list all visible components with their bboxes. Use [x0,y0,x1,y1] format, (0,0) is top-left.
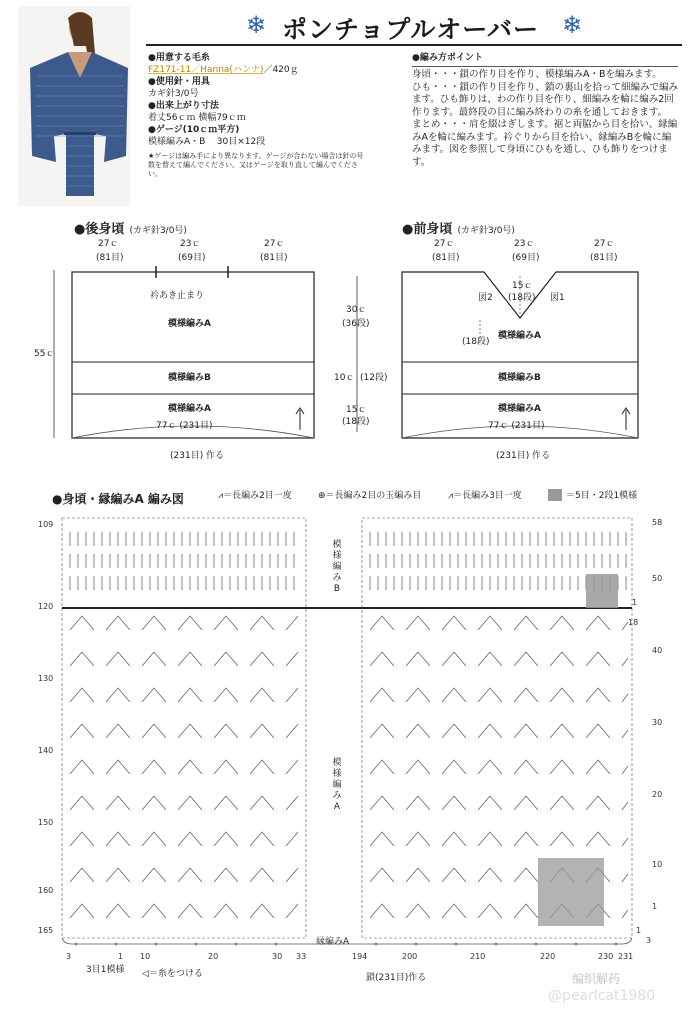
back-heading: ●後身頃 [74,222,125,237]
front-fig1: 図1 [550,293,565,303]
rrow-58: 58 [652,518,663,527]
col-210: 210 [470,952,486,961]
poncho-illustration [18,6,130,206]
points-body: 身頃・・・鎖の作り目を作り、模様編みA・Bを編みます。 [412,69,662,80]
col-200: 200 [402,952,418,961]
repeat-label: 3目1模様 [86,965,125,975]
shade-swatch-icon [548,489,562,501]
yarn-link[interactable]: FZ171-11／Hanna(ハンナ) [148,65,264,75]
gauge-value: 30目×12段 [216,137,266,147]
title-divider [146,44,682,46]
yarn-amount: ／420ｇ [263,65,299,75]
dim-h3: 15ｃ [346,405,367,415]
chart-heading: ●身頃・縁編みA 編み図 [52,492,184,506]
legend-4: ＝5目・2段1模様 [566,491,638,501]
legend-2-text: ＝長編み2目の玉編み目 [325,491,422,501]
front-pattern-a2: 模様編みA [498,404,541,414]
back-st-2: (69目) [178,253,206,263]
front-pattern-a: 模様編みA [498,331,541,341]
knitting-points [412,52,678,169]
legend-3 [448,490,522,502]
snowflake-icon-left: ❄ [246,11,267,39]
dim-h2-rows: (12段) [360,373,388,383]
back-pattern-a: 模様編みA [168,319,211,329]
rrow-50: 50 [652,574,663,583]
row-160: 160 [38,886,54,895]
front-st-2: (69目) [512,253,540,263]
dim-h1-rows: (36段) [342,319,370,329]
back-needle: (カギ針3/0号) [129,226,187,236]
gauge-label: 模様編みA・B [148,137,206,147]
snowflake-icon-right: ❄ [562,11,583,39]
chart-pattern-b: 模様編みB [332,540,342,594]
points-strap: ひも・・・鎖の作り目を作り、鎖の裏山を拾って細編みで編みます。ひも飾りは、わの作り目を作り、細編みを輪に編み2回作ります。最終段の目に編み終わりの糸を通しておきます。 [412,81,679,118]
back-dim-2: 23ｃ [180,239,201,249]
size-value: 着丈56ｃｍ 横幅79ｃｍ [148,113,246,123]
front-hem: 77ｃ (231目) [488,421,545,431]
col-1: 1 [118,952,124,961]
col-10: 10 [140,952,151,961]
front-heading-row [402,218,515,237]
row-140: 140 [38,746,54,755]
tools-value: カギ針3/0号 [148,89,199,99]
front-cast-on: (231目) 作る [496,451,551,461]
points-finish: まとめ・・・肩を綴はぎします。裾と両脇から目を拾い、縁編みAを輪に編みます。衿ぐりから目を拾い、縁編みBを輪に編みます。図を参照して身頃にひもを通し、ひも飾りをつけます。 [412,119,678,168]
dim-h2: 10ｃ [334,373,355,383]
back-st-1: (81目) [96,253,124,263]
dim-h1: 30ｃ [346,305,367,315]
front-st-1: (81目) [432,253,460,263]
rrow-30: 30 [652,718,663,727]
front-dim-1: 27ｃ [434,239,455,249]
row-150: 150 [38,818,54,827]
legend-1 [218,490,292,502]
chart-heading-row [52,488,184,507]
rsmall-18: 18 [628,618,639,627]
back-height: 55ｃ [34,349,55,359]
rrow-40: 40 [652,646,663,655]
front-v-rows: (18段) [508,293,536,303]
watermark: @pearlcat1980 [548,988,656,1004]
shade-a [538,858,604,926]
materials-block [148,52,398,179]
back-dim-3: 27ｃ [264,239,285,249]
back-dim-1: 27ｃ [98,239,119,249]
rsmall-1b: 1 [636,926,642,935]
col-3: 3 [66,952,72,961]
front-dim-2: 23ｃ [514,239,535,249]
back-pattern-a2: 模様編みA [168,404,211,414]
back-pattern-b: 模様編みB [168,373,211,383]
front-side-rows: (18段) [462,337,490,347]
gauge-heading: ●ゲージ(10ｃｍ平方) [148,125,240,135]
join-label: ◁＝糸をつける [142,969,203,979]
front-pattern-b: 模様編みB [498,373,541,383]
row-130: 130 [38,674,54,683]
shade-b [586,574,618,608]
row-109: 109 [38,520,54,529]
rrow-10: 10 [652,860,663,869]
back-stop-label: 衿あき止まり [150,291,205,301]
row-165: 165 [38,926,54,935]
back-heading-row [74,218,187,237]
gauge-note: ★ゲージは編み手により異なります。ゲージが合わない場合は針の号数を替えて編んでください。又はゲージを取り直して編んでください。 [148,152,364,178]
size-heading: ●出来上がり寸法 [148,101,219,111]
col-230: 230 [598,952,614,961]
model-photo [18,6,130,206]
col-20: 20 [208,952,219,961]
legend-1-text: ＝長編み2目一度 [223,491,292,501]
back-st-3: (81目) [260,253,288,263]
col-30: 30 [272,952,283,961]
dec3-icon: ⩘ [448,491,454,501]
chart-pattern-a: 模様編みA [332,758,342,812]
chart-edge-a: 縁編みA [316,937,350,947]
col-194: 194 [352,952,368,961]
stitch-chart [56,512,646,952]
front-fig2: 図2 [478,293,493,303]
legend-3-text: ＝長編み3目一度 [453,491,522,501]
front-heading: ●前身頃 [402,222,453,237]
col-220: 220 [540,952,556,961]
chain-label: 鎖(231目)作る [366,973,427,983]
front-needle: (カギ針3/0号) [457,226,515,236]
yarn-heading: ●用意する毛糸 [148,53,210,63]
rsmall-1: 1 [632,598,638,607]
col-231: 231 [618,952,634,961]
mid-dim-line [352,272,362,436]
bobble-icon: ⊕ [318,491,326,501]
dim-h3-rows: (18段) [342,417,370,427]
watermark-cn: 编织解药 [572,972,621,986]
front-st-3: (81目) [590,253,618,263]
points-heading: ●編み方ポイント [412,53,483,63]
row-120: 120 [38,602,54,611]
tools-heading: ●使用針・用具 [148,77,210,87]
rrow-20: 20 [652,790,663,799]
pattern-b-rows [70,532,626,590]
rsmall-3: 3 [646,936,652,945]
col-33: 33 [296,952,307,961]
rrow-1: 1 [652,902,658,911]
back-cast-on: (231目) 作る [170,451,225,461]
back-hem: 77ｃ (231目) [156,421,213,431]
dec2-icon: ⩘ [218,491,224,501]
page-title: ポンチョプルオーバー [282,15,540,44]
legend-2 [318,490,421,502]
front-dim-3: 27ｃ [594,239,615,249]
front-v-depth: 15ｃ [512,281,533,291]
